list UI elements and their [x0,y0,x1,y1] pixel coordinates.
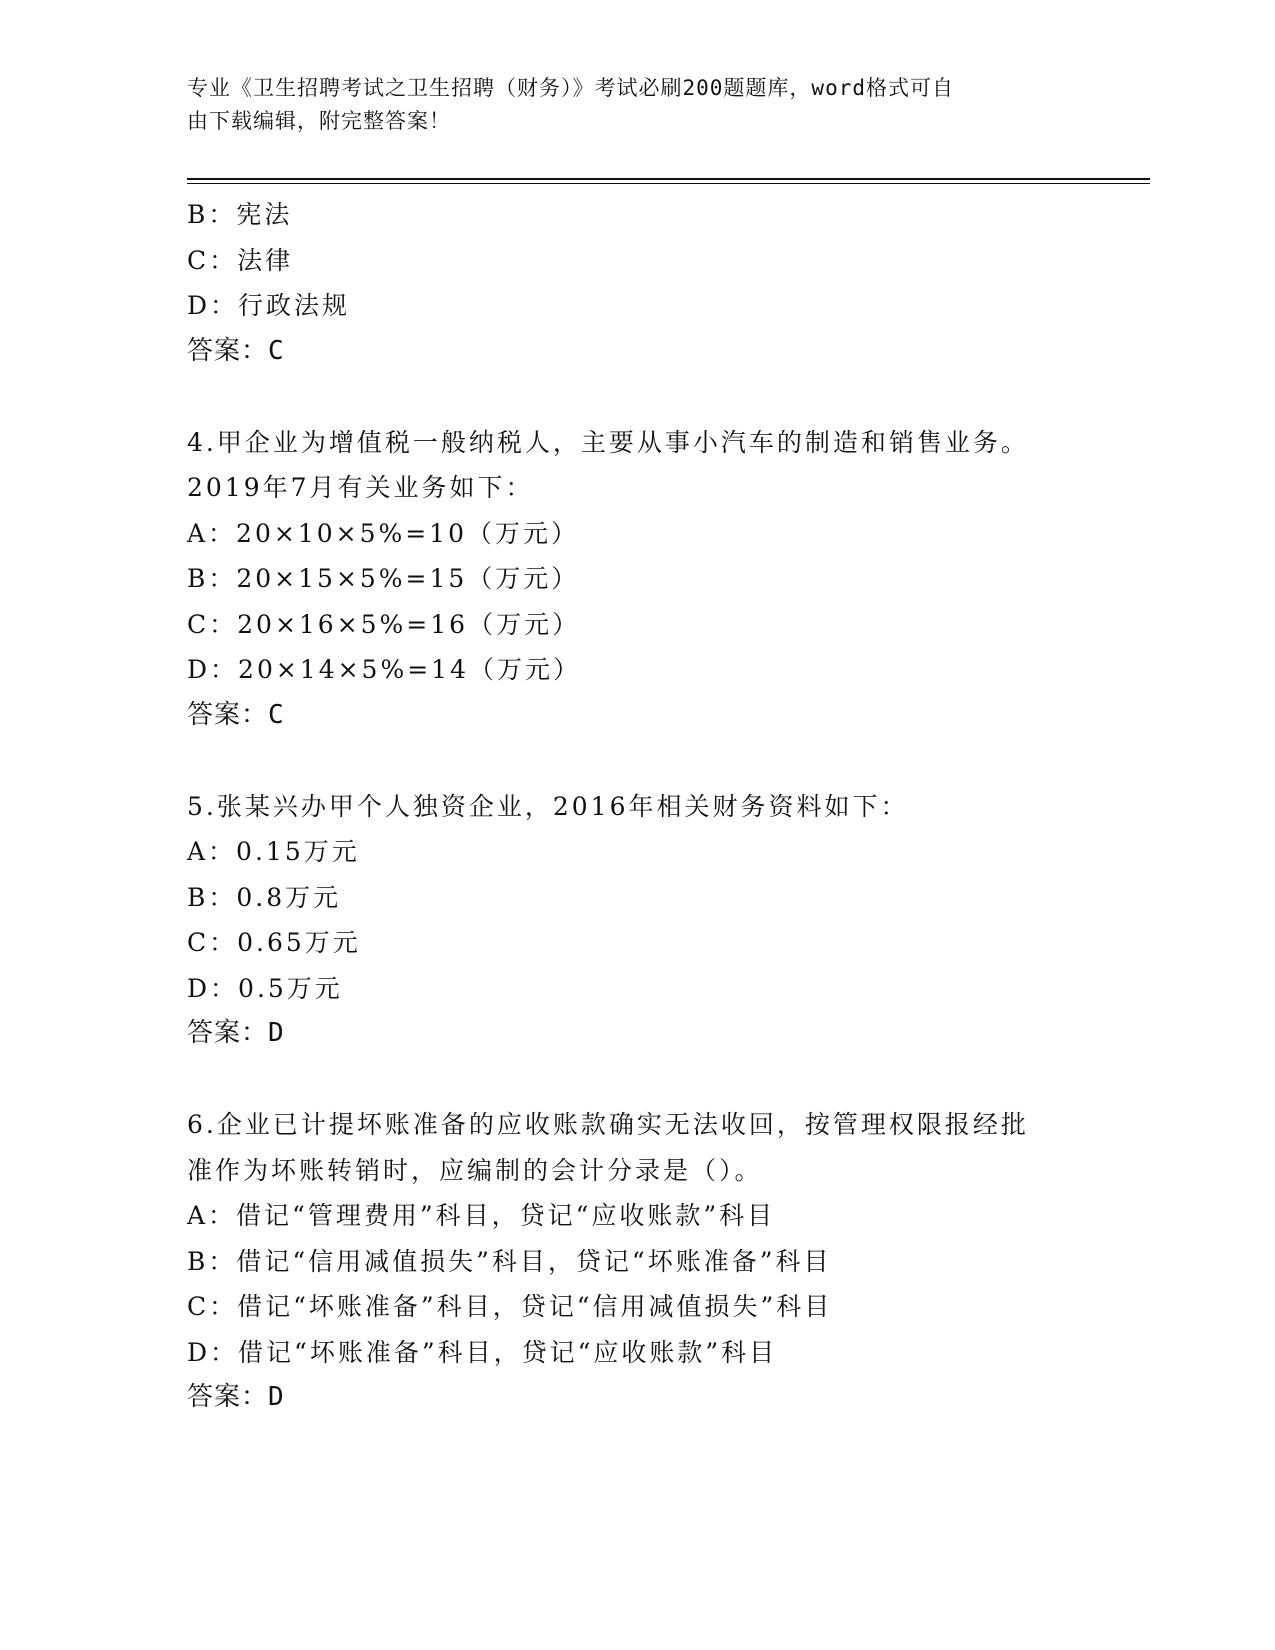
header-divider-thin [187,183,1150,184]
question-stem-line-2: 准作为坏账转销时，应编制的会计分录是（）。 [187,1155,763,1185]
question-stem-line-2: 2019年7月有关业务如下： [187,473,534,502]
option-a: A：20×10×5%=10（万元） [187,518,579,548]
answer-line: 答案：C [187,335,285,366]
option-a: A：0.15万元 [187,837,360,866]
question-stem-line-1: 5.张某兴办甲个人独资企业，2016年相关财务资料如下： [187,791,909,821]
spacer [187,374,1087,420]
question-stem-line-1: 4.甲企业为增值税一般纳税人，主要从事小汽车的制造和销售业务。 [187,427,1029,457]
answer-line: 答案：D [187,1382,285,1412]
document-header [187,72,1067,138]
option-d: D：0.5万元 [187,973,343,1003]
option-d: D：20×14×5%=14（万元） [187,655,581,684]
option-c: C：0.65万元 [187,928,361,957]
header-title-line-1: 专业《卫生招聘考试之卫生招聘（财务）》考试必刷200题题库，word格式可自 [187,76,954,100]
header-divider-thick [187,178,1150,180]
question-list [187,192,1087,1421]
option-b: B：借记“信用减值损失”科目，贷记“坏账准备”科目 [187,1246,832,1276]
spacer [187,738,1087,784]
spacer [187,1057,1087,1103]
question-6 [187,1102,1087,1421]
option-c: C：借记“坏账准备”科目，贷记“信用减值损失”科目 [187,1292,833,1321]
question-5 [187,784,1087,1057]
option-b: B：0.8万元 [187,882,342,912]
option-c: C：法律 [187,245,294,275]
question-stem-line-1: 6.企业已计提坏账准备的应收账款确实无法收回，按管理权限报经批 [187,1110,1029,1139]
option-d: D：借记“坏账准备”科目，贷记“应收账款”科目 [187,1337,778,1367]
option-b: B：宪法 [187,200,293,229]
answer-line: 答案：C [187,699,285,730]
option-b: B：20×15×5%=15（万元） [187,564,580,593]
question-4 [187,420,1087,739]
option-d: D：行政法规 [187,291,351,320]
question-3 [187,192,1087,374]
option-a: A：借记“管理费用”科目，贷记“应收账款”科目 [187,1201,776,1230]
option-c: C：20×16×5%=16（万元） [187,609,581,639]
header-title-line-2: 由下载编辑，附完整答案！ [187,109,451,133]
answer-line: 答案：D [187,1018,285,1048]
